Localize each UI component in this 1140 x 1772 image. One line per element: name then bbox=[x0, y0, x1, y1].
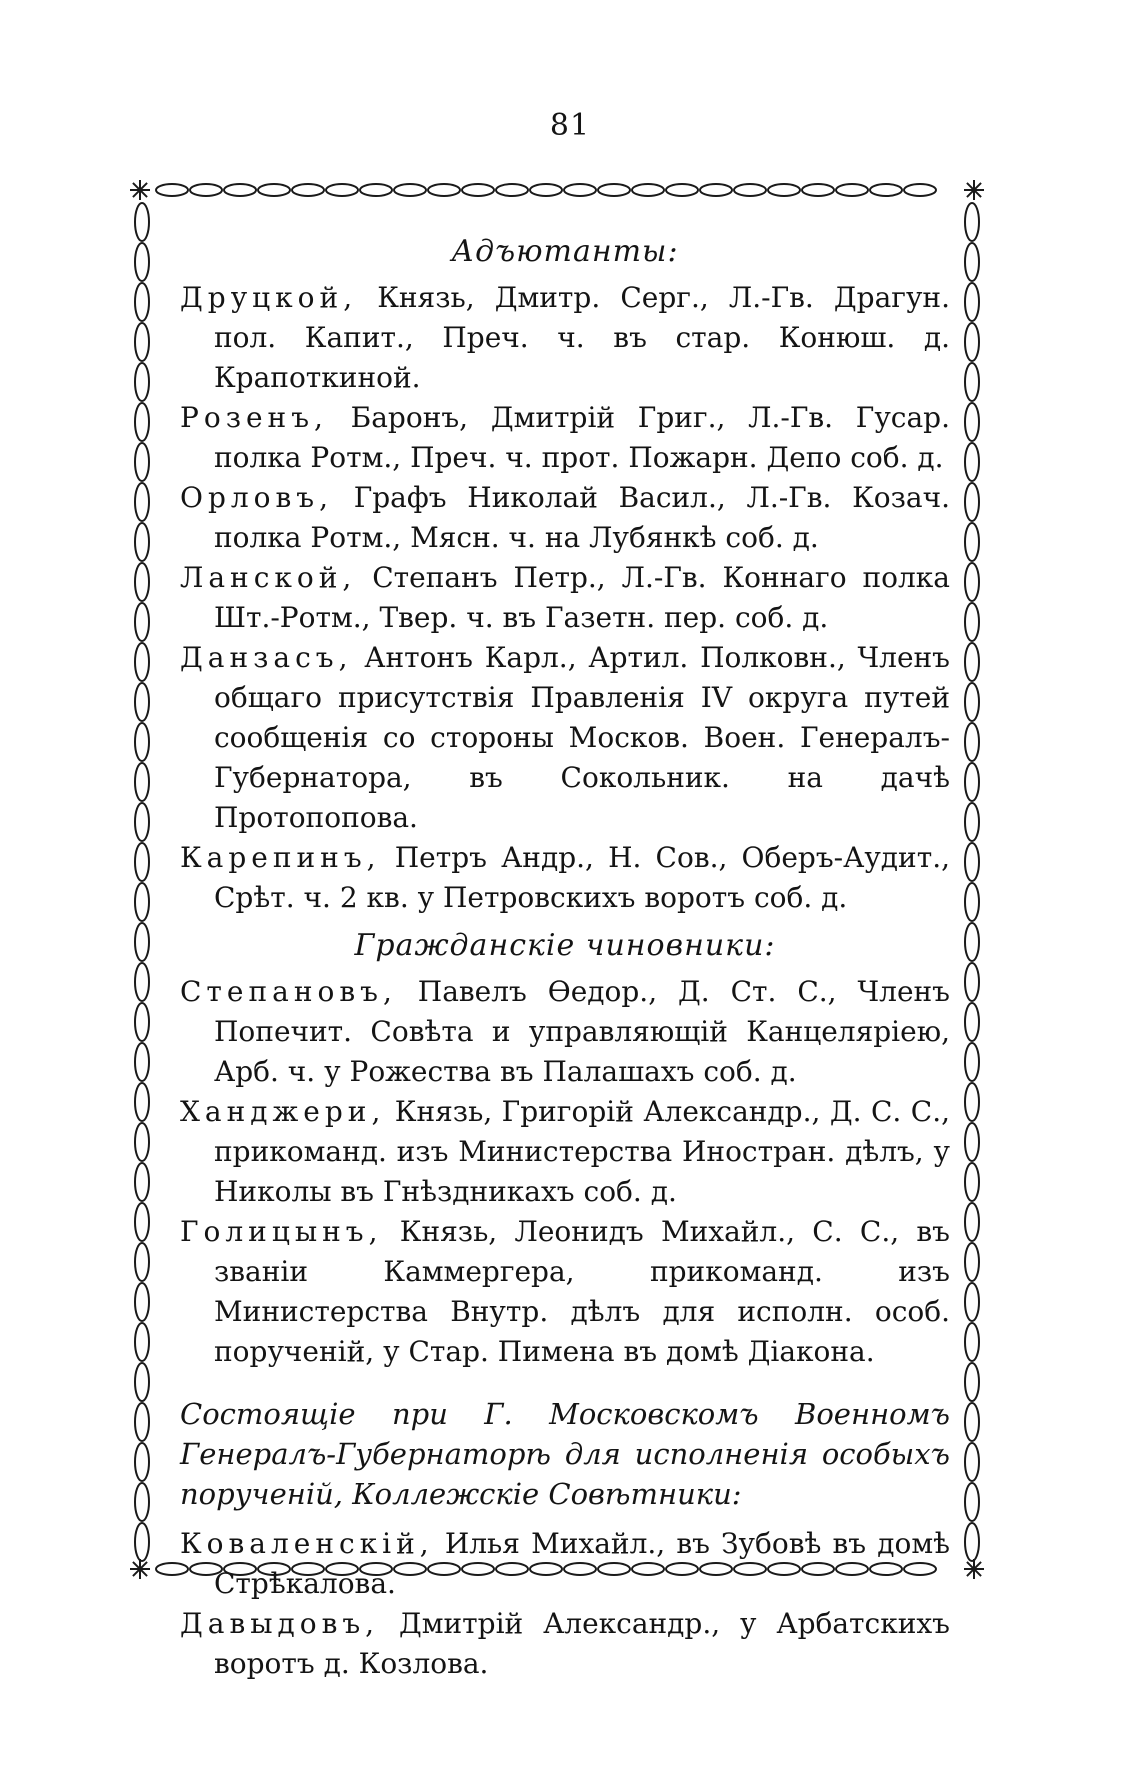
entry-name: Карепинъ, bbox=[180, 841, 381, 874]
entry-text: Князь, Леонидъ Михайл., С. С., въ званіи Каммергера, прикоманд. изъ Министерства Внутр. дѣлъ для исполн. особ. порученій, у Стар. Пимена въ домѣ Діакона. bbox=[214, 1215, 950, 1368]
entry-text: Петръ Андр., Н. Сов., Оберъ-Аудит., Срѣт. ч. 2 кв. у Петровскихъ воротъ соб. д. bbox=[214, 841, 950, 914]
page-content bbox=[180, 232, 950, 1684]
entry-name: Розенъ, bbox=[180, 401, 328, 434]
entry-text: Антонъ Карл., Артил. Полковн., Членъ общаго присутствія Правленія IV округа путей сообщенія со стороны Москов. Воен. Генералъ-Губернатора, въ Сокольник. на дачѣ Протопопова. bbox=[214, 641, 950, 834]
entry-text: Павелъ Ѳедор., Д. Ст. С., Членъ Попечит. Совѣта и управляющій Канцеляріею, Арб. ч. у Рожества въ Палашахъ соб. д. bbox=[214, 975, 950, 1088]
list-item bbox=[180, 558, 950, 638]
entry-text: Илья Михайл., въ Зубовѣ въ домѣ Стрѣкалова. bbox=[214, 1527, 950, 1600]
entry-name: Степановъ, bbox=[180, 975, 397, 1008]
list-item bbox=[180, 1604, 950, 1684]
list-item bbox=[180, 1092, 950, 1212]
entry-text: Баронъ, Дмитрій Григ., Л.-Гв. Гусар. полка Ротм., Преч. ч. прот. Пожарн. Депо соб. д. bbox=[214, 401, 950, 474]
list-item bbox=[180, 838, 950, 918]
closing-heading: Состоящіе при Г. Московскомъ Военномъ Генералъ-Губернаторѣ для исполненія особыхъ порученій, Коллежскіе Совѣтники: bbox=[180, 1397, 950, 1511]
entry-text: Князь, Григорій Александр., Д. С. С., прикоманд. изъ Министерства Иностран. дѣлъ, у Николы въ Гнѣздникахъ соб. д. bbox=[214, 1095, 950, 1208]
section-heading: Гражданскіе чиновники: bbox=[354, 928, 776, 963]
page-number: 81 bbox=[549, 108, 591, 143]
list-item bbox=[180, 1212, 950, 1372]
entry-text: Графъ Николай Васил., Л.-Гв. Козач. полка Ротм., Мясн. ч. на Лубянкѣ соб. д. bbox=[214, 481, 950, 554]
entry-name: Данзасъ, bbox=[180, 641, 353, 674]
section-civil-officials bbox=[180, 926, 950, 1372]
ornamental-frame bbox=[132, 182, 982, 1680]
entry-text: Князь, Дмитр. Серг., Л.-Гв. Драгун. пол. Капит., Преч. ч. въ стар. Конюш. д. Крапоткиной. bbox=[214, 281, 950, 394]
entry-name: Давыдовъ, bbox=[180, 1607, 380, 1640]
section-special-assignments bbox=[180, 1524, 950, 1684]
entry-name: Коваленскій, bbox=[180, 1527, 434, 1560]
entry-name: Голицынъ, bbox=[180, 1215, 383, 1248]
entry-text: Степанъ Петр., Л.-Гв. Коннаго полка Шт.-Ротм., Твер. ч. въ Газетн. пер. соб. д. bbox=[214, 561, 950, 634]
entry-name: Ханджери, bbox=[180, 1095, 386, 1128]
section-adjutants bbox=[180, 232, 950, 918]
list-item bbox=[180, 278, 950, 398]
list-item bbox=[180, 638, 950, 838]
list-item bbox=[180, 972, 950, 1092]
list-item bbox=[180, 398, 950, 478]
entry-name: Ланской, bbox=[180, 561, 357, 594]
entry-name: Орловъ, bbox=[180, 481, 334, 514]
section-heading: Адъютанты: bbox=[451, 234, 679, 269]
list-item bbox=[180, 1524, 950, 1604]
entry-text: Дмитрій Александр., у Арбатскихъ воротъ д. Козлова. bbox=[214, 1607, 950, 1680]
list-item bbox=[180, 478, 950, 558]
entry-name: Друцкой, bbox=[180, 281, 358, 314]
